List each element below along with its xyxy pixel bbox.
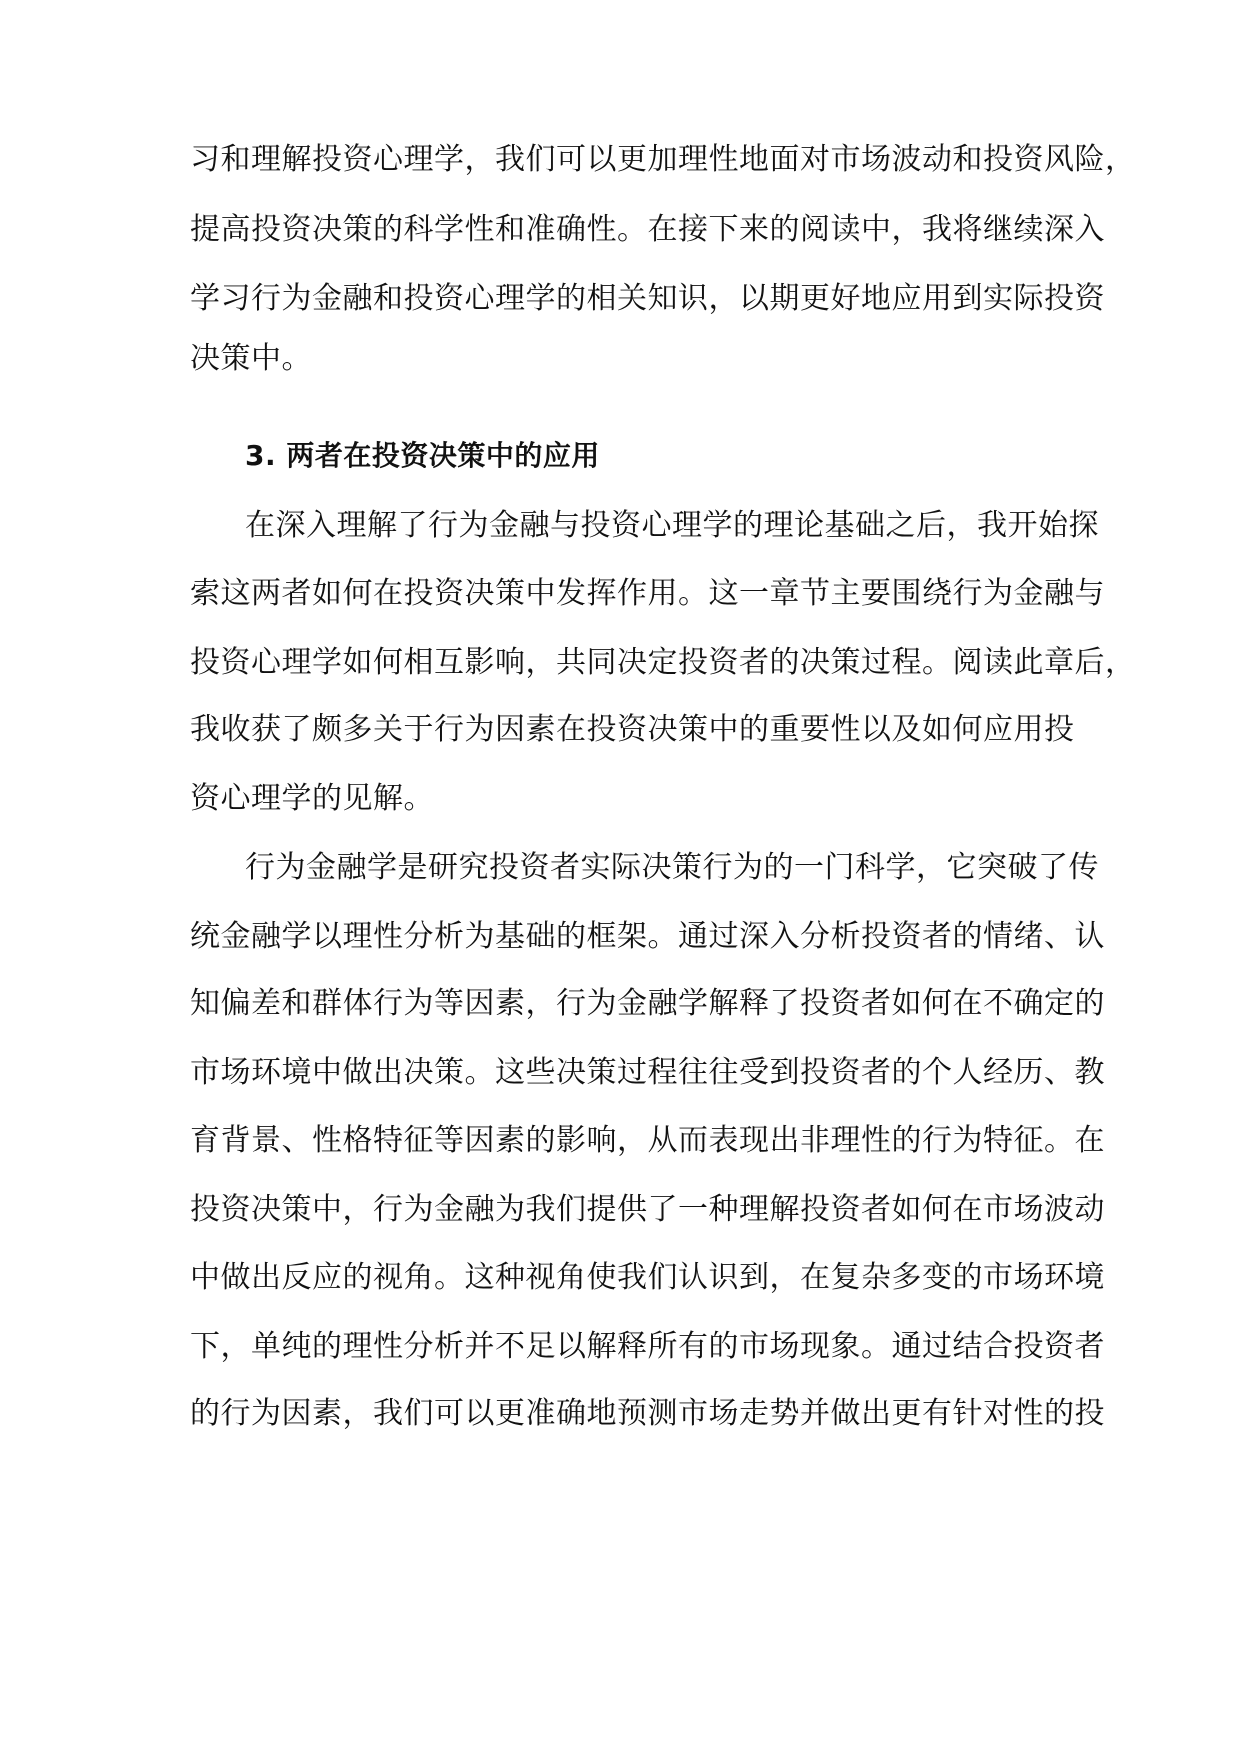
- paragraph-line: 索这两者如何在投资决策中发挥作用。这一章节主要围绕行为金融与: [190, 576, 1105, 611]
- paragraph-line: 投资心理学如何相互影响，共同决定投资者的决策过程。阅读此章后，: [190, 645, 1136, 680]
- paragraph-line: 我收获了颇多关于行为因素在投资决策中的重要性以及如何应用投: [190, 712, 1075, 747]
- paragraph-line: 市场环境中做出决策。这些决策过程往往受到投资者的个人经历、教: [190, 1055, 1105, 1090]
- paragraph-line: 学习行为金融和投资心理学的相关知识，以期更好地应用到实际投资: [190, 281, 1105, 316]
- paragraph-line: 中做出反应的视角。这种视角使我们认识到，在复杂多变的市场环境: [190, 1260, 1105, 1295]
- paragraph-line: 育背景、性格特征等因素的影响，从而表现出非理性的行为特征。在: [190, 1123, 1105, 1158]
- paragraph-line: 资心理学的见解。: [190, 781, 434, 816]
- paragraph-line: 知偏差和群体行为等因素，行为金融学解释了投资者如何在不确定的: [190, 986, 1105, 1021]
- paragraph-line: 的行为因素，我们可以更准确地预测市场走势并做出更有针对性的投: [190, 1396, 1105, 1431]
- paragraph-line: 行为金融学是研究投资者实际决策行为的一门科学，它突破了传: [245, 850, 1099, 885]
- paragraph-line: 在深入理解了行为金融与投资心理学的理论基础之后，我开始探: [245, 508, 1099, 543]
- paragraph-line: 下，单纯的理性分析并不足以解释所有的市场现象。通过结合投资者: [190, 1329, 1105, 1364]
- paragraph-line: 习和理解投资心理学，我们可以更加理性地面对市场波动和投资风险，: [190, 142, 1136, 177]
- paragraph-line: 决策中。: [190, 341, 312, 376]
- paragraph-line: 提高投资决策的科学性和准确性。在接下来的阅读中，我将继续深入: [190, 212, 1105, 247]
- section-heading: 3. 两者在投资决策中的应用: [245, 439, 600, 472]
- paragraph-line: 投资决策中，行为金融为我们提供了一种理解投资者如何在市场波动: [190, 1192, 1105, 1227]
- paragraph-line: 统金融学以理性分析为基础的框架。通过深入分析投资者的情绪、认: [190, 919, 1105, 954]
